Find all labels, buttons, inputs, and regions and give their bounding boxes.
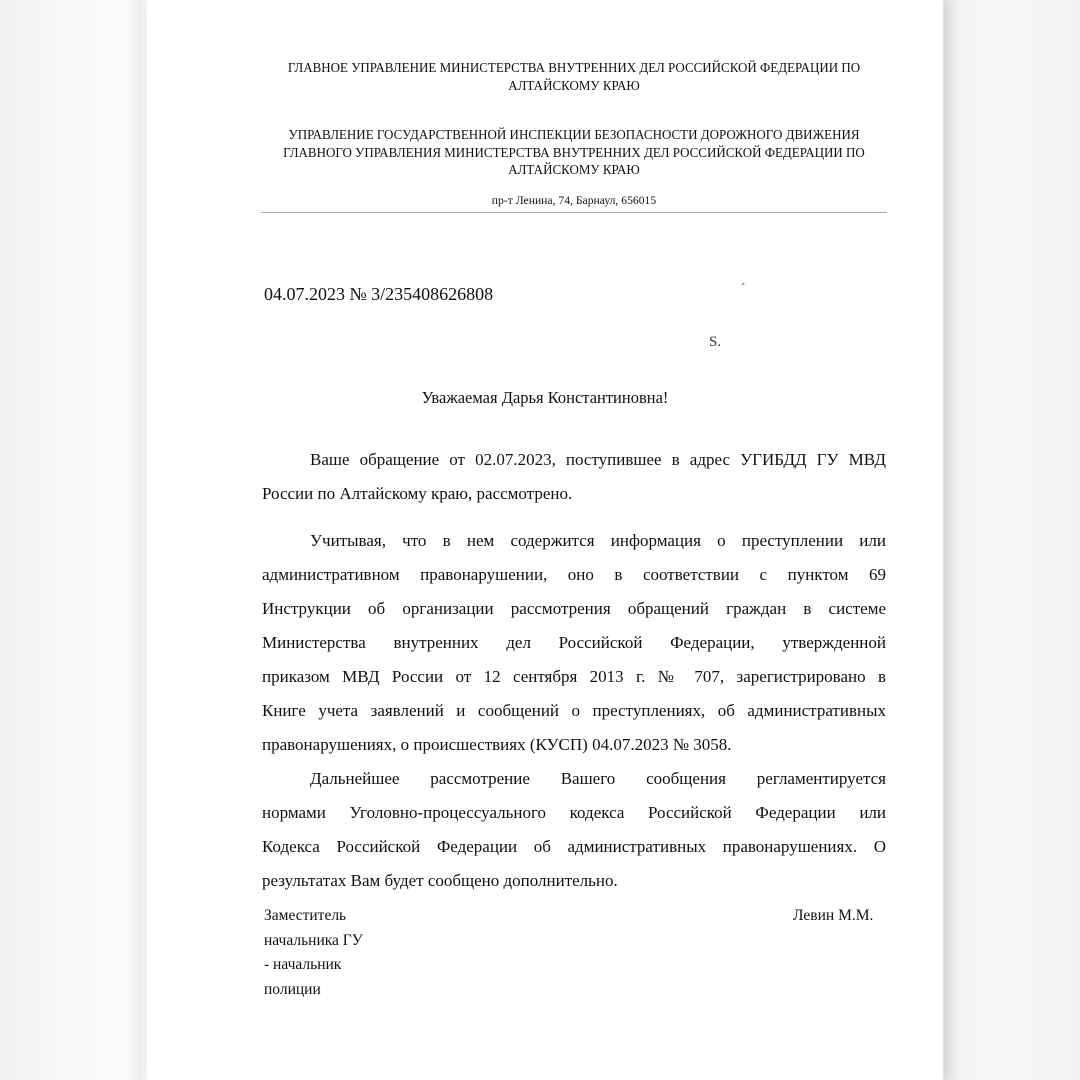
paragraph-line: административном правонарушении, оно в соответствии с пунктом 69 [262, 565, 886, 584]
position-line: начальника ГУ [264, 931, 363, 949]
paragraph-1 [262, 443, 886, 511]
redacted-fragment: ´ [741, 280, 746, 295]
paragraph-line: России по Алтайскому краю, рассмотрено. [262, 484, 573, 503]
paragraph-line: Книге учета заявлений и сообщений о преступлениях, об административных [262, 701, 886, 720]
paragraph-line: правонарушениях, о происшествиях (КУСП) 04.07.2023 № 3058. [262, 735, 732, 754]
document-page [147, 0, 943, 1080]
header-divider [261, 212, 887, 213]
paragraph-line: приказом МВД России от 12 сентября 2013 г. № 707, зарегистрировано в [262, 667, 886, 686]
org-sub-line: УПРАВЛЕНИЕ ГОСУДАРСТВЕННОЙ ИНСПЕКЦИИ БЕЗОПАСНОСТИ ДОРОЖНОГО ДВИЖЕНИЯ [288, 127, 860, 142]
redacted-fragment: S. [709, 334, 722, 350]
position-line: полиции [264, 980, 321, 998]
paragraph-2 [262, 524, 886, 762]
org-main-header [270, 59, 877, 94]
paragraph-line: нормами Уголовно-процессуального кодекса Российской Федерации или [262, 803, 886, 822]
paragraph-line: Учитывая, что в нем содержится информация о преступлении или [310, 531, 886, 550]
paragraph-line: Министерства внутренних дел Российской Федерации, утвержденной [262, 633, 886, 652]
org-sub-header [270, 126, 877, 179]
paragraph-line: Кодекса Российской Федерации об административных правонарушениях. О [262, 837, 886, 856]
org-main-line: ГЛАВНОЕ УПРАВЛЕНИЕ МИНИСТЕРСТВА ВНУТРЕННИХ ДЕЛ РОССИЙСКОЙ ФЕДЕРАЦИИ ПО [287, 60, 861, 75]
address: пр-т Ленина, 74, Барнаул, 656015 [491, 193, 657, 207]
registration-number: 04.07.2023 № 3/235408626808 [264, 284, 494, 304]
signatory-name: Левин М.М. [793, 907, 874, 924]
salutation: Уважаемая Дарья Константиновна! [421, 388, 669, 407]
org-sub-line: ГЛАВНОГО УПРАВЛЕНИЯ МИНИСТЕРСТВА ВНУТРЕННИХ ДЕЛ РОССИЙСКОЙ ФЕДЕРАЦИИ ПО [283, 144, 865, 160]
paragraph-line: Инструкции об организации рассмотрения обращений граждан в системе [262, 599, 886, 618]
org-main-line: АЛТАЙСКОМУ КРАЮ [508, 77, 640, 93]
position-line: Заместитель [264, 907, 347, 924]
paragraph-line: Дальнейшее рассмотрение Вашего сообщения регламентируется [310, 769, 886, 788]
paragraph-line: результатах Вам будет сообщено дополнительно. [262, 871, 618, 890]
position-line: - начальник [264, 956, 342, 973]
signatory-position [264, 904, 363, 1002]
org-sub-line: АЛТАЙСКОМУ КРАЮ [508, 162, 640, 177]
paragraph-3 [262, 762, 886, 898]
paragraph-line: Ваше обращение от 02.07.2023, поступившее в адрес УГИБДД ГУ МВД [310, 450, 886, 469]
